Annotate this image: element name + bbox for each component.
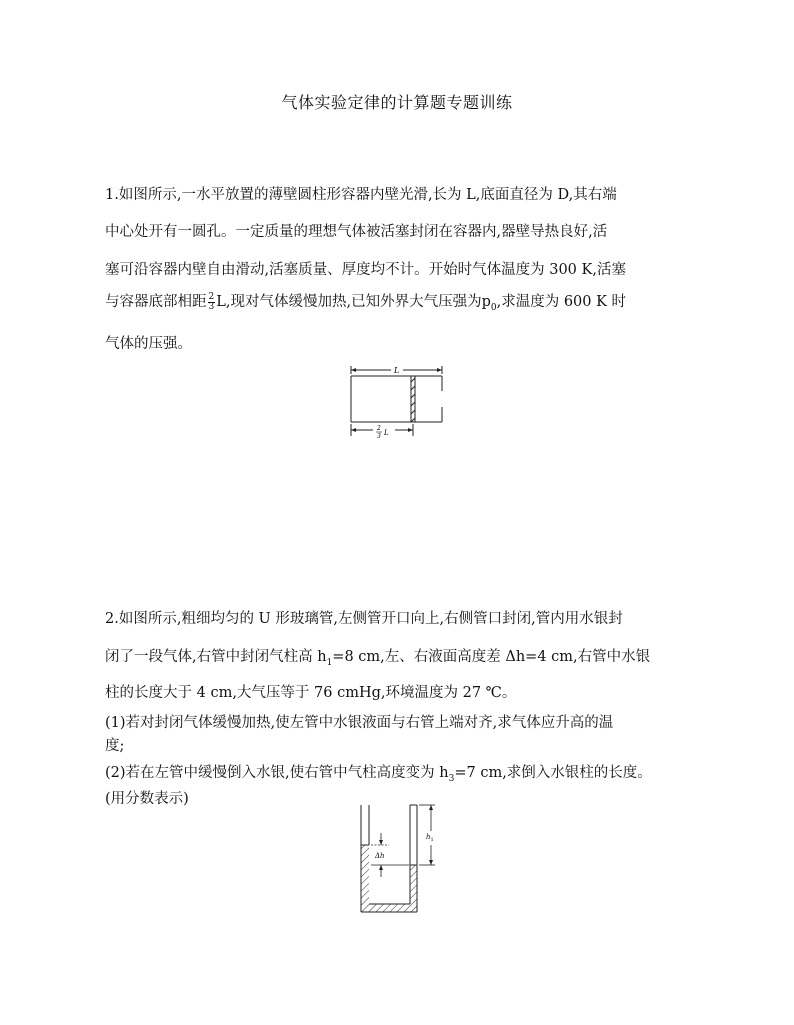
fraction-numerator: 2 <box>208 291 215 302</box>
q1-p0-subscript: 0 <box>490 302 497 313</box>
q1-line-5: 气体的压强。 <box>105 336 192 352</box>
q2-line-2-post: =8 cm,左、右液面高度差 Δh=4 cm,右管中水银 <box>332 649 651 665</box>
q1-line-4-mid: L,现对气体缓慢加热,已知外界大气压强为p <box>216 294 491 310</box>
page-title: 气体实验定律的计算题专题训练 <box>281 93 513 112</box>
q2-line-6-post: =7 cm,求倒入水银柱的长度。 <box>454 765 652 781</box>
q2-line-2-pre: 闭了一段气体,右管中封闭气柱高 h <box>105 649 327 665</box>
svg-text:3: 3 <box>377 433 381 440</box>
q2-h1-subscript: 1 <box>326 657 333 668</box>
q1-line-2: 中心处开有一圆孔。一定质量的理想气体被活塞封闭在容器内,器壁导热良好,活 <box>105 224 608 240</box>
label-L: L <box>394 366 400 375</box>
q2-line-6-pre: (2)若在左管中缓慢倒入水银,使右管中气柱高度变为 h <box>105 765 449 781</box>
svg-text:2: 2 <box>377 425 381 432</box>
q2-line-6 <box>105 761 652 784</box>
fraction-two-thirds <box>208 293 216 312</box>
q2-line-2 <box>105 645 650 668</box>
label-two-thirds-L: L <box>384 429 389 437</box>
q1-line-1: 1.如图所示,一水平放置的薄壁圆柱形容器内壁光滑,长为 L,底面直径为 D,其右端 <box>105 187 617 203</box>
q2-line-7: (用分数表示) <box>105 791 189 807</box>
q2-h3-subscript: 3 <box>448 773 455 784</box>
fraction-denominator: 3 <box>208 301 215 312</box>
q1-line-3: 塞可沿容器内壁自由滑动,活塞质量、厚度均不计。开始时气体温度为 300 K,活塞 <box>105 262 626 278</box>
q1-line-4-post: ,求温度为 600 K 时 <box>496 294 627 310</box>
q1-line-4-pre: 与容器底部相距 <box>105 294 207 310</box>
label-h1: $h_1$ <box>426 833 434 843</box>
q2-line-3: 柱的长度大于 4 cm,大气压等于 76 cmHg,环境温度为 27 ℃。 <box>105 685 517 701</box>
label-delta-h: Δh <box>375 852 385 860</box>
u-tube-diagram <box>355 805 445 917</box>
q2-line-4: (1)若对封闭气体缓慢加热,使左管中水银液面与右管上端对齐,求气体应升高的温 <box>105 715 614 731</box>
cylinder-diagram <box>345 362 455 444</box>
q2-line-1: 2.如图所示,粗细均匀的 U 形玻璃管,左侧管开口向上,右侧管口封闭,管内用水银封 <box>105 611 623 627</box>
q1-line-4 <box>105 290 626 313</box>
q2-line-5: 度; <box>105 738 125 754</box>
